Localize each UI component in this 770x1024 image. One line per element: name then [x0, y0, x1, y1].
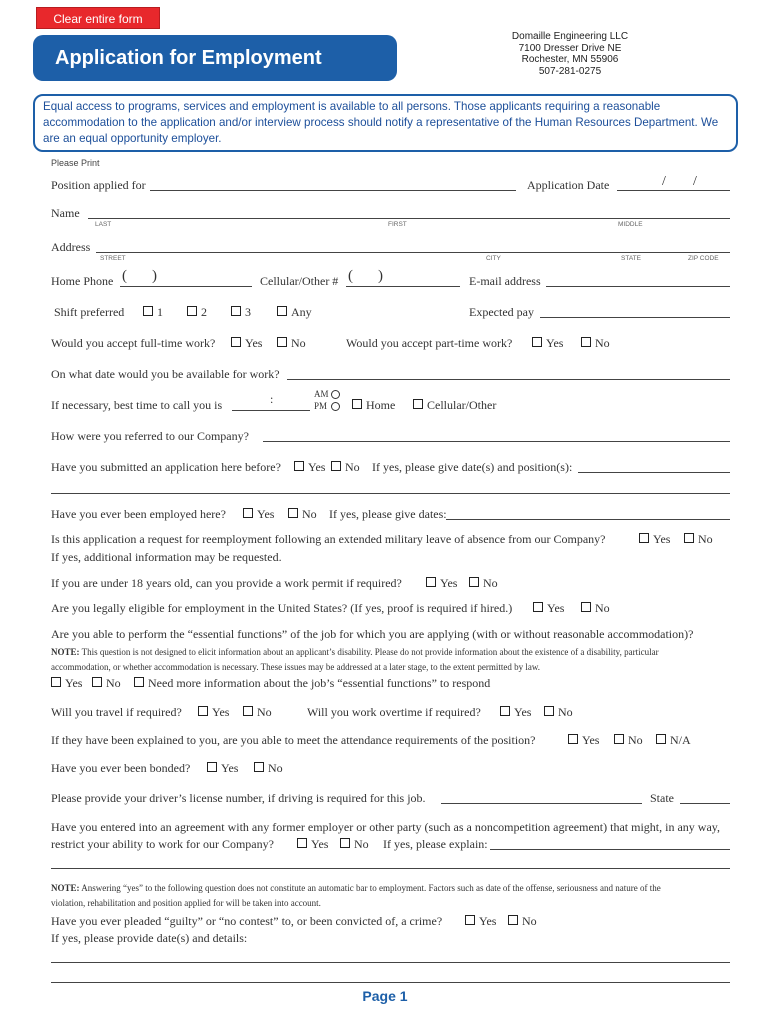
note-label: NOTE:: [51, 647, 80, 657]
cellular-label: Cellular/Other #: [260, 274, 339, 288]
best-time-label: If necessary, best time to call you is: [51, 398, 223, 412]
available-date-label: On what date would you be available for work?: [51, 367, 280, 381]
no-label: No: [257, 705, 272, 719]
crime-details-label: If yes, please provide date(s) and details:: [51, 931, 248, 945]
no-label: No: [522, 914, 537, 928]
cellular-input[interactable]: [346, 286, 460, 287]
no-label: No: [345, 460, 360, 474]
shift-1-checkbox[interactable]: [143, 306, 153, 316]
crime-yes-checkbox[interactable]: [465, 915, 475, 925]
please-print-label: Please Print: [51, 158, 100, 168]
cellular-other-label: Cellular/Other: [427, 398, 497, 412]
submitted-before-label: Have you submitted an application here before?: [51, 460, 281, 474]
company-address: 7100 Dresser Drive NE: [518, 42, 622, 54]
shift-3-checkbox[interactable]: [231, 306, 241, 316]
company-phone: 507-281-0275: [538, 65, 602, 77]
agreement-explain-line[interactable]: [51, 868, 730, 869]
area-code-close: ): [378, 268, 383, 284]
home-phone-input[interactable]: [120, 286, 252, 287]
essential-no-checkbox[interactable]: [92, 677, 102, 687]
middle-sublabel: MIDDLE: [618, 221, 643, 228]
essential-yes-checkbox[interactable]: [51, 677, 61, 687]
fulltime-label: Would you accept full-time work?: [51, 336, 216, 350]
company-city: Rochester, MN 55906: [521, 54, 619, 65]
essential-note: [51, 644, 659, 660]
fulltime-yes-checkbox[interactable]: [231, 337, 241, 347]
note-label: NOTE:: [51, 883, 80, 893]
submitted-if-yes-label: If yes, please give date(s) and position(s):: [372, 460, 573, 474]
expected-pay-input[interactable]: [540, 317, 730, 318]
page-title: Application for Employment: [33, 35, 397, 81]
home-label: Home: [366, 398, 396, 412]
attendance-label: If they have been explained to you, are you able to meet the attendance requirements of the position?: [51, 733, 536, 747]
agreement-yes-checkbox[interactable]: [297, 838, 307, 848]
address-input[interactable]: [96, 252, 730, 253]
submitted-yes-checkbox[interactable]: [294, 461, 304, 471]
parttime-no-checkbox[interactable]: [581, 337, 591, 347]
eligible-no-checkbox[interactable]: [581, 602, 591, 612]
no-label: No: [106, 676, 121, 690]
agreement-label-line-2: restrict your ability to work for our Company?: [51, 837, 274, 851]
employed-here-label: Have you ever been employed here?: [51, 507, 226, 521]
no-label: No: [354, 837, 369, 851]
travel-yes-checkbox[interactable]: [198, 706, 208, 716]
am-radio[interactable]: [331, 390, 340, 399]
yes-label: Yes: [311, 837, 329, 851]
app-date-label: Application Date: [527, 178, 610, 192]
fulltime-no-checkbox[interactable]: [277, 337, 287, 347]
state-sublabel: STATE: [621, 255, 641, 262]
under-18-yes-checkbox[interactable]: [426, 577, 436, 587]
city-sublabel: CITY: [486, 255, 501, 262]
essential-note-line-2: accommodation, or whether accommodation is necessary. These issues may be addressed at a later stage, to the extent permitted by law.: [51, 662, 541, 672]
yes-label: Yes: [479, 914, 497, 928]
parttime-yes-checkbox[interactable]: [532, 337, 542, 347]
essential-need-more-checkbox[interactable]: [134, 677, 144, 687]
yes-label: Yes: [245, 336, 263, 350]
essential-functions-label: Are you able to perform the “essential functions” of the job for which you are applying (with or without reasonable accommodation)?: [51, 627, 694, 641]
eligible-yes-checkbox[interactable]: [533, 602, 543, 612]
eeo-notice: Equal access to programs, services and employment is available to all persons. Those applicants requiring a reasonable accommodation to the application and/or interview process should notify a representative of the Human Resources Department. We are an equal opportunity employer.: [33, 94, 738, 152]
reemployment-no-checkbox[interactable]: [684, 533, 694, 543]
crime-no-checkbox[interactable]: [508, 915, 518, 925]
agreement-no-checkbox[interactable]: [340, 838, 350, 848]
yes-label: Yes: [546, 336, 564, 350]
yes-label: Yes: [514, 705, 532, 719]
no-label: No: [628, 733, 643, 747]
date-slash: /: [693, 174, 697, 189]
position-label: Position applied for: [51, 178, 146, 192]
crime-details-line-2[interactable]: [51, 982, 730, 983]
email-label: E-mail address: [469, 274, 541, 288]
area-code-close: ): [152, 268, 157, 284]
time-colon: :: [270, 392, 274, 406]
no-label: No: [595, 336, 610, 350]
overtime-yes-checkbox[interactable]: [500, 706, 510, 716]
no-label: No: [291, 336, 306, 350]
street-sublabel: STREET: [100, 255, 126, 262]
company-info: [480, 31, 660, 77]
best-time-input[interactable]: [232, 410, 310, 411]
date-slash: /: [662, 174, 666, 189]
zip-sublabel: ZIP CODE: [688, 255, 719, 262]
employed-yes-checkbox[interactable]: [243, 508, 253, 518]
travel-label: Will you travel if required?: [51, 705, 182, 719]
license-number-input[interactable]: [441, 803, 642, 804]
no-label: No: [302, 507, 317, 521]
clear-form-button[interactable]: Clear entire form: [36, 7, 160, 29]
first-sublabel: FIRST: [388, 221, 407, 228]
employed-no-checkbox[interactable]: [288, 508, 298, 518]
bonded-no-checkbox[interactable]: [254, 762, 264, 772]
shift-any-checkbox[interactable]: [277, 306, 287, 316]
travel-no-checkbox[interactable]: [243, 706, 253, 716]
address-label: Address: [51, 240, 91, 254]
crime-details-line-1[interactable]: [51, 962, 730, 963]
shift-3-label: 3: [245, 305, 251, 319]
pm-label: PM: [314, 401, 328, 411]
agreement-explain-label: If yes, please explain:: [383, 837, 488, 851]
attendance-no-checkbox[interactable]: [614, 734, 624, 744]
yes-label: Yes: [221, 761, 239, 775]
no-label: No: [268, 761, 283, 775]
company-name: Domaille Engineering LLC: [511, 31, 629, 42]
license-state-input[interactable]: [680, 803, 730, 804]
home-phone-label: Home Phone: [51, 274, 114, 288]
overtime-no-checkbox[interactable]: [544, 706, 554, 716]
need-more-label: Need more information about the job’s “essential functions” to respond: [148, 676, 491, 690]
crime-note-line-2: violation, rehabilitation and position applied for will be taken into account.: [51, 898, 321, 908]
employed-dates-input[interactable]: [446, 519, 730, 520]
shift-any-label: Any: [291, 305, 312, 319]
shift-label: Shift preferred: [54, 305, 125, 319]
yes-label: Yes: [212, 705, 230, 719]
overtime-label: Will you work overtime if required?: [307, 705, 481, 719]
agreement-label: Have you entered into an agreement with any former employer or other party (such as a noncompetition agreement) that might, in any way,: [51, 820, 720, 834]
license-state-label: State: [650, 791, 674, 805]
crime-note: [51, 880, 661, 896]
area-code-open: (: [122, 268, 127, 284]
bonded-yes-checkbox[interactable]: [207, 762, 217, 772]
employed-if-yes-label: If yes, please give dates:: [329, 507, 447, 521]
no-label: No: [595, 601, 610, 615]
referred-label: How were you referred to our Company?: [51, 429, 249, 443]
reemployment-label: Is this application a request for reemployment following an extended military leave of absence from our Company?: [51, 532, 606, 546]
eligible-label: Are you legally eligible for employment in the United States? (If yes, proof is required if hired.): [51, 601, 513, 615]
attendance-yes-checkbox[interactable]: [568, 734, 578, 744]
essential-note-text: This question is not designed to elicit information about an applicant’s disability. Please do not provide information about the existence of a disability, particular: [81, 647, 659, 657]
under-18-label: If you are under 18 years old, can you provide a work permit if required?: [51, 576, 402, 590]
yes-label: Yes: [653, 532, 671, 546]
expected-pay-label: Expected pay: [469, 305, 534, 319]
na-label: N/A: [670, 733, 691, 747]
yes-label: Yes: [440, 576, 458, 590]
shift-2-label: 2: [201, 305, 207, 319]
yes-label: Yes: [257, 507, 275, 521]
crime-label: Have you ever pleaded “guilty” or “no contest” to, or been convicted of, a crime?: [51, 914, 443, 928]
agreement-explain-input[interactable]: [490, 849, 730, 850]
email-input[interactable]: [546, 286, 730, 287]
yes-label: Yes: [308, 460, 326, 474]
no-label: No: [483, 576, 498, 590]
am-label: AM: [314, 389, 329, 399]
license-label: Please provide your driver’s license number, if driving is required for this job.: [51, 791, 426, 805]
position-input[interactable]: [150, 190, 516, 191]
parttime-label: Would you accept part-time work?: [346, 336, 513, 350]
shift-1-label: 1: [157, 305, 163, 319]
page-number: Page 1: [362, 988, 408, 1004]
last-sublabel: LAST: [95, 221, 112, 228]
available-date-input[interactable]: [287, 379, 730, 380]
submitted-no-checkbox[interactable]: [331, 461, 341, 471]
no-label: No: [558, 705, 573, 719]
crime-note-text: Answering “yes” to the following question does not constitute an automatic bar to employment. Factors such as date of the offense, seriousness and nature of the: [81, 883, 661, 893]
name-label: Name: [51, 206, 80, 220]
area-code-open: (: [348, 268, 353, 284]
shift-2-checkbox[interactable]: [187, 306, 197, 316]
yes-label: Yes: [582, 733, 600, 747]
call-home-checkbox[interactable]: [352, 399, 362, 409]
call-cellular-checkbox[interactable]: [413, 399, 423, 409]
under-18-no-checkbox[interactable]: [469, 577, 479, 587]
yes-label: Yes: [547, 601, 565, 615]
app-date-input[interactable]: [617, 190, 730, 191]
reemployment-info-label: If yes, additional information may be requested.: [51, 550, 282, 564]
yes-label: Yes: [65, 676, 83, 690]
pm-radio[interactable]: [331, 402, 340, 411]
bonded-label: Have you ever been bonded?: [51, 761, 191, 775]
submitted-details-input[interactable]: [578, 472, 730, 473]
attendance-na-checkbox[interactable]: [656, 734, 666, 744]
no-label: No: [698, 532, 713, 546]
referred-input[interactable]: [263, 441, 730, 442]
reemployment-yes-checkbox[interactable]: [639, 533, 649, 543]
submitted-details-line[interactable]: [51, 493, 730, 494]
name-input[interactable]: [88, 218, 730, 219]
